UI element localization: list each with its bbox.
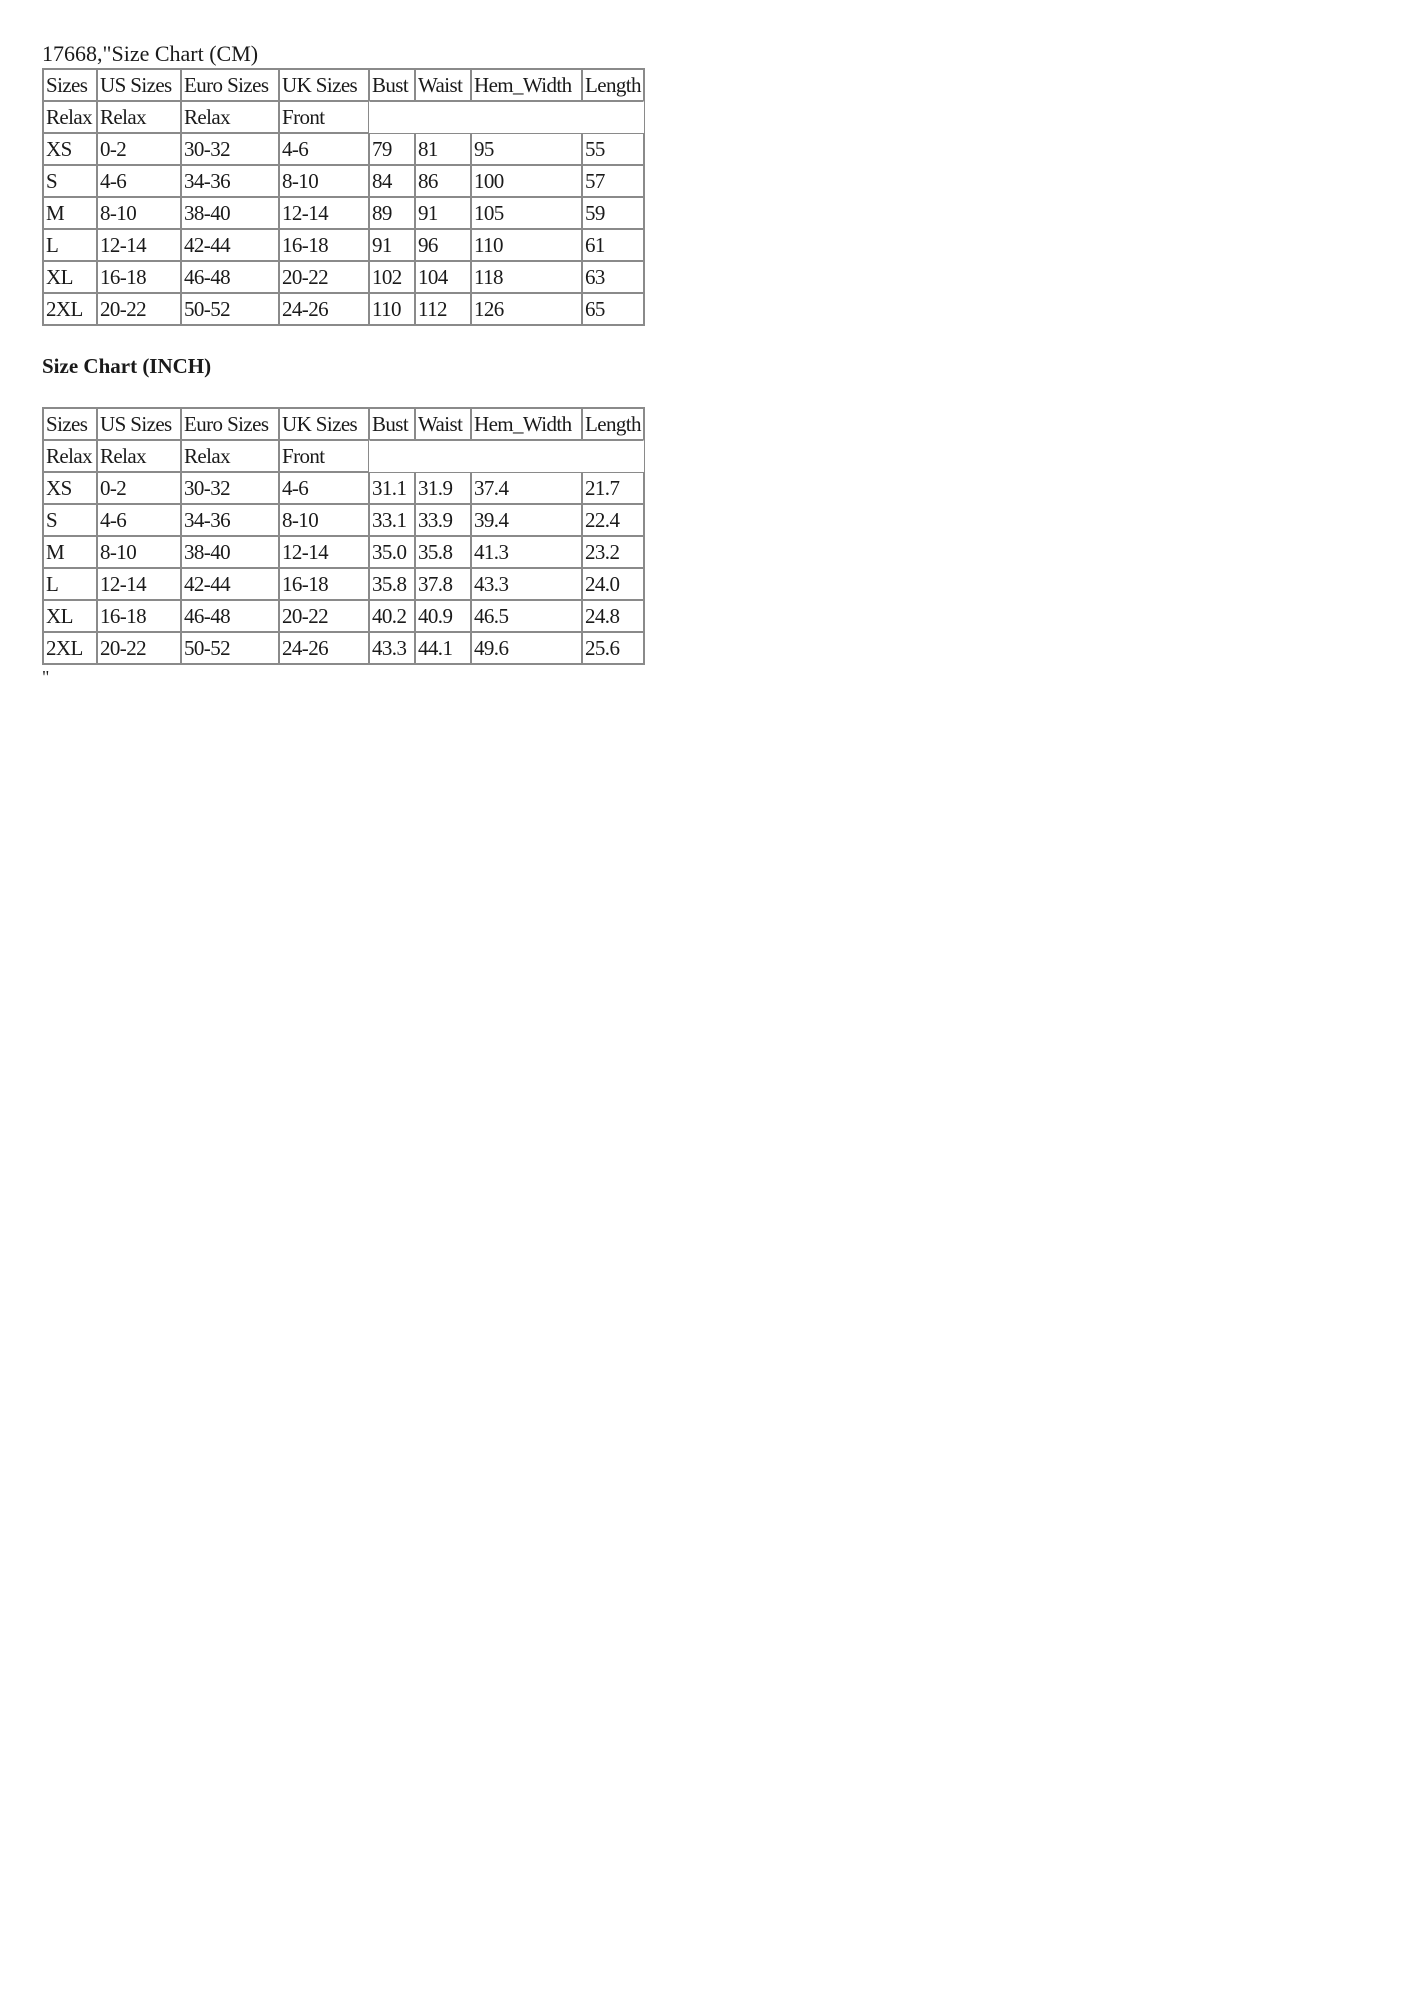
table-cell: 23.2 (582, 536, 644, 568)
table-row (43, 165, 644, 197)
table-cell: 59 (582, 197, 644, 229)
table-cell: 16-18 (97, 600, 181, 632)
table-cell: 110 (471, 229, 582, 261)
table-cell: 81 (415, 133, 471, 165)
table-cell: 96 (415, 229, 471, 261)
table-cell: 16-18 (279, 229, 369, 261)
cm-chart-heading: 17668,"Size Chart (CM) (42, 41, 259, 66)
sub-header-cell: Relax (43, 101, 97, 133)
table-cell: 61 (582, 229, 644, 261)
table-cell: 24-26 (279, 293, 369, 325)
table-cell: 33.9 (415, 504, 471, 536)
table-cell: 12-14 (97, 568, 181, 600)
table-cell: L (43, 229, 97, 261)
table-subheader-row (43, 101, 644, 133)
sub-header-cell: Relax (43, 440, 97, 472)
table-cell: 37.4 (471, 472, 582, 504)
table-cell: 42-44 (181, 568, 279, 600)
table-cell: 4-6 (97, 165, 181, 197)
table-row (43, 229, 644, 261)
table-cell: 37.8 (415, 568, 471, 600)
table-cell: 4-6 (97, 504, 181, 536)
table-cell: 35.8 (415, 536, 471, 568)
table-cell: XL (43, 261, 97, 293)
table-cell: M (43, 536, 97, 568)
table-header-row (43, 408, 644, 440)
table-row (43, 261, 644, 293)
column-header: UK Sizes (279, 69, 369, 101)
table-cell: 2XL (43, 632, 97, 664)
table-cell: 30-32 (181, 472, 279, 504)
inch-chart-heading: Size Chart (INCH) (42, 354, 212, 378)
empty-cell (369, 440, 644, 472)
table-cell: 12-14 (97, 229, 181, 261)
sub-header-cell: Relax (97, 440, 181, 472)
table-subheader-row (43, 440, 644, 472)
table-row (43, 133, 644, 165)
table-cell: S (43, 504, 97, 536)
table-cell: 43.3 (369, 632, 415, 664)
table-cell: 39.4 (471, 504, 582, 536)
table-cell: 38-40 (181, 536, 279, 568)
sub-header-cell: Relax (181, 440, 279, 472)
table-cell: 8-10 (97, 197, 181, 229)
table-cell: 40.9 (415, 600, 471, 632)
cm-size-table (42, 68, 645, 326)
table-cell: 21.7 (582, 472, 644, 504)
table-cell: XL (43, 600, 97, 632)
table-cell: L (43, 568, 97, 600)
table-cell: 50-52 (181, 293, 279, 325)
table-cell: 49.6 (471, 632, 582, 664)
table-cell: 91 (369, 229, 415, 261)
table-cell: 20-22 (279, 261, 369, 293)
table-row (43, 536, 644, 568)
column-header: Length (582, 408, 644, 440)
table-cell: 0-2 (97, 133, 181, 165)
table-cell: 8-10 (279, 504, 369, 536)
table-cell: 35.0 (369, 536, 415, 568)
size-chart-document (42, 40, 742, 687)
table-cell: 8-10 (279, 165, 369, 197)
column-header: Sizes (43, 408, 97, 440)
closing-quote-text: " (42, 667, 50, 687)
sub-header-cell: Relax (97, 101, 181, 133)
table-cell: 126 (471, 293, 582, 325)
column-header: Hem_Width (471, 69, 582, 101)
sub-header-cell: Front (279, 101, 369, 133)
table-cell: 112 (415, 293, 471, 325)
table-cell: 79 (369, 133, 415, 165)
table-row (43, 600, 644, 632)
table-cell: 16-18 (279, 568, 369, 600)
table-cell: 46-48 (181, 600, 279, 632)
table-cell: 31.9 (415, 472, 471, 504)
table-cell: 57 (582, 165, 644, 197)
table-cell: 31.1 (369, 472, 415, 504)
table-cell: 105 (471, 197, 582, 229)
table-cell: 100 (471, 165, 582, 197)
column-header: US Sizes (97, 408, 181, 440)
table-row (43, 504, 644, 536)
column-header: Length (582, 69, 644, 101)
table-cell: 12-14 (279, 197, 369, 229)
table-cell: 20-22 (97, 632, 181, 664)
inch-size-table (42, 407, 645, 665)
table-cell: XS (43, 133, 97, 165)
table-row (43, 293, 644, 325)
table-cell: 43.3 (471, 568, 582, 600)
column-header: UK Sizes (279, 408, 369, 440)
table-row (43, 472, 644, 504)
table-cell: 12-14 (279, 536, 369, 568)
table-cell: 50-52 (181, 632, 279, 664)
table-cell: 4-6 (279, 472, 369, 504)
table-cell: 33.1 (369, 504, 415, 536)
column-header: Waist (415, 69, 471, 101)
table-cell: 95 (471, 133, 582, 165)
table-cell: 22.4 (582, 504, 644, 536)
table-cell: 24.8 (582, 600, 644, 632)
table-cell: 0-2 (97, 472, 181, 504)
table-cell: 110 (369, 293, 415, 325)
table-cell: 34-36 (181, 504, 279, 536)
table-row (43, 568, 644, 600)
sub-header-cell: Relax (181, 101, 279, 133)
table-cell: 63 (582, 261, 644, 293)
table-cell: 4-6 (279, 133, 369, 165)
column-header: Euro Sizes (181, 69, 279, 101)
table-cell: 41.3 (471, 536, 582, 568)
table-cell: 104 (415, 261, 471, 293)
table-cell: 102 (369, 261, 415, 293)
table-cell: 118 (471, 261, 582, 293)
table-cell: 46.5 (471, 600, 582, 632)
table-cell: M (43, 197, 97, 229)
sub-header-cell: Front (279, 440, 369, 472)
table-cell: 30-32 (181, 133, 279, 165)
table-cell: 40.2 (369, 600, 415, 632)
table-cell: 35.8 (369, 568, 415, 600)
table-cell: 24.0 (582, 568, 644, 600)
table-row (43, 197, 644, 229)
table-cell: 38-40 (181, 197, 279, 229)
table-cell: 55 (582, 133, 644, 165)
table-cell: 20-22 (279, 600, 369, 632)
column-header: US Sizes (97, 69, 181, 101)
table-cell: 16-18 (97, 261, 181, 293)
table-cell: 89 (369, 197, 415, 229)
table-cell: 86 (415, 165, 471, 197)
table-cell: S (43, 165, 97, 197)
table-cell: 91 (415, 197, 471, 229)
table-cell: 2XL (43, 293, 97, 325)
table-cell: 25.6 (582, 632, 644, 664)
table-cell: 44.1 (415, 632, 471, 664)
column-header: Euro Sizes (181, 408, 279, 440)
empty-cell (369, 101, 644, 133)
table-header-row (43, 69, 644, 101)
column-header: Hem_Width (471, 408, 582, 440)
table-cell: 8-10 (97, 536, 181, 568)
column-header: Bust (369, 69, 415, 101)
column-header: Waist (415, 408, 471, 440)
table-cell: XS (43, 472, 97, 504)
column-header: Sizes (43, 69, 97, 101)
table-row (43, 632, 644, 664)
table-cell: 84 (369, 165, 415, 197)
table-cell: 20-22 (97, 293, 181, 325)
column-header: Bust (369, 408, 415, 440)
table-cell: 65 (582, 293, 644, 325)
table-cell: 42-44 (181, 229, 279, 261)
table-cell: 34-36 (181, 165, 279, 197)
table-cell: 46-48 (181, 261, 279, 293)
table-cell: 24-26 (279, 632, 369, 664)
